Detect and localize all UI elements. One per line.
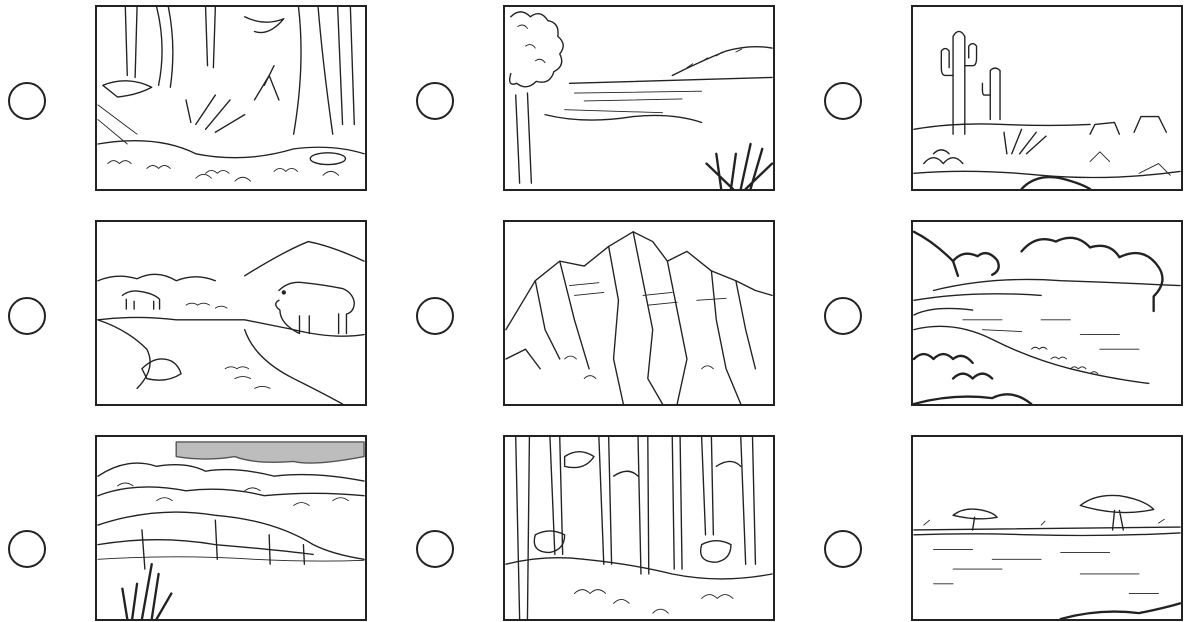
river-image[interactable] [911, 220, 1183, 406]
radio-option-polar[interactable] [8, 297, 46, 335]
forest-image[interactable] [503, 435, 775, 621]
river-scene-icon [913, 222, 1181, 404]
radio-option-mountains[interactable] [416, 297, 454, 335]
radio-option-desert[interactable] [824, 82, 862, 120]
savanna-scene-icon [913, 437, 1181, 619]
savanna-image[interactable] [911, 435, 1183, 621]
rainforest-scene-icon [97, 7, 365, 189]
grassland-image[interactable] [95, 435, 367, 621]
radio-option-forest[interactable] [416, 530, 454, 568]
rainforest-image[interactable] [95, 5, 367, 191]
radio-option-grassland[interactable] [8, 530, 46, 568]
lake-shore-scene-icon [505, 7, 773, 189]
lake-shore-image[interactable] [503, 5, 775, 191]
mountains-image[interactable] [503, 220, 775, 406]
desert-image[interactable] [911, 5, 1183, 191]
mountains-scene-icon [505, 222, 773, 404]
radio-option-lake-shore[interactable] [416, 82, 454, 120]
forest-scene-icon [505, 437, 773, 619]
radio-option-savanna[interactable] [824, 530, 862, 568]
radio-option-river[interactable] [824, 297, 862, 335]
grassland-scene-icon [97, 437, 365, 619]
polar-scene-icon [97, 222, 365, 404]
polar-image[interactable] [95, 220, 367, 406]
desert-scene-icon [913, 7, 1181, 189]
radio-option-rainforest[interactable] [8, 82, 46, 120]
